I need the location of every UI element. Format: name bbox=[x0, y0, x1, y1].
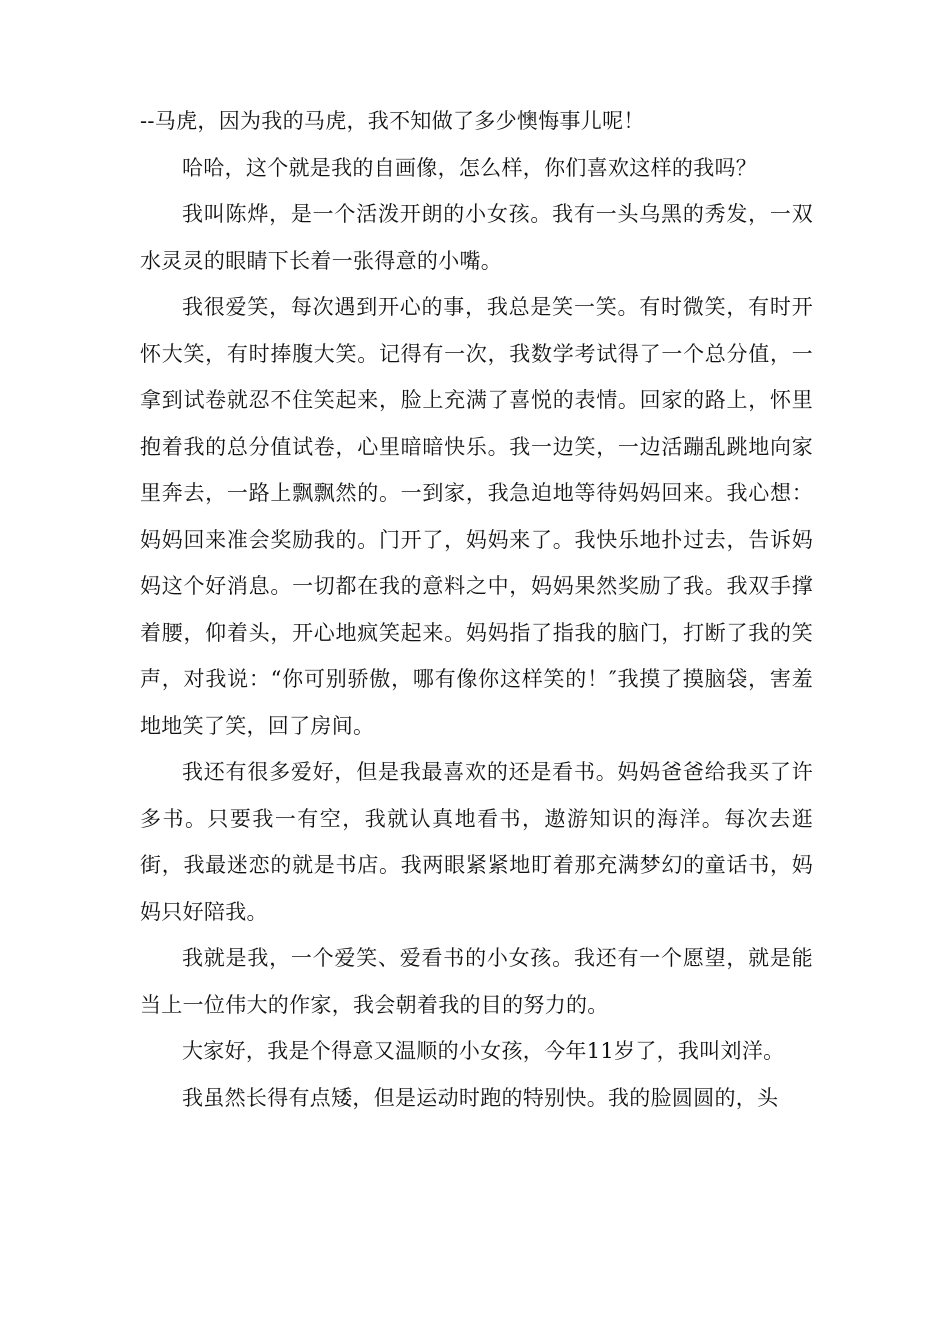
paragraph-4: 我很爱笑，每次遇到开心的事，我总是笑一笑。有时微笑，有时开怀大笑，有时捧腹大笑。记得有一次，我数学考试得了一个总分值，一拿到试卷就忍不住笑起来，脸上充满了喜悦的表情。回家的路上，怀里抱着我的总分值试卷，心里暗暗快乐。我一边笑，一边活蹦乱跳地向家里奔去，一路上飘飘然的。一到家，我急迫地等待妈妈回来。我心想：妈妈回来准会奖励我的。门开了，妈妈来了。我快乐地扑过去，告诉妈妈这个好消息。一切都在我的意料之中，妈妈果然奖励了我。我双手撑着腰，仰着头，开心地疯笑起来。妈妈指了指我的脑门，打断了我的笑声，对我说：“你可别骄傲，哪有像你这样笑的！″我摸了摸脑袋，害羞地地笑了笑，回了房间。 bbox=[140, 295, 813, 738]
paragraph-2: 哈哈，这个就是我的自画像，怎么样，你们喜欢这样的我吗？ bbox=[182, 155, 758, 180]
paragraph-6: 我就是我，一个爱笑、爱看书的小女孩。我还有一个愿望，就是能当上一位伟大的作家，我会朝着我的目的努力的。 bbox=[140, 946, 813, 1017]
paragraph-3: 我叫陈烨，是一个活泼开朗的小女孩。我有一头乌黑的秀发，一双水灵灵的眼睛下长着一张得意的小嘴。 bbox=[140, 202, 813, 273]
document-body bbox=[140, 98, 813, 1121]
paragraph-1: --马虎，因为我的马虎，我不知做了多少懊悔事儿呢！ bbox=[140, 109, 645, 133]
paragraph-7: 大家好，我是个得意又温顺的小女孩，今年11岁了，我叫刘洋。 bbox=[182, 1039, 785, 1063]
paragraph-8: 我虽然长得有点矮，但是运动时跑的特别快。我的脸圆圆的，头 bbox=[182, 1085, 779, 1110]
paragraph-5: 我还有很多爱好，但是我最喜欢的还是看书。妈妈爸爸给我买了许多书。只要我一有空，我就认真地看书，遨游知识的海洋。每次去逛街，我最迷恋的就是书店。我两眼紧紧地盯着那充满梦幻的童话书，妈妈只好陪我。 bbox=[140, 760, 813, 924]
